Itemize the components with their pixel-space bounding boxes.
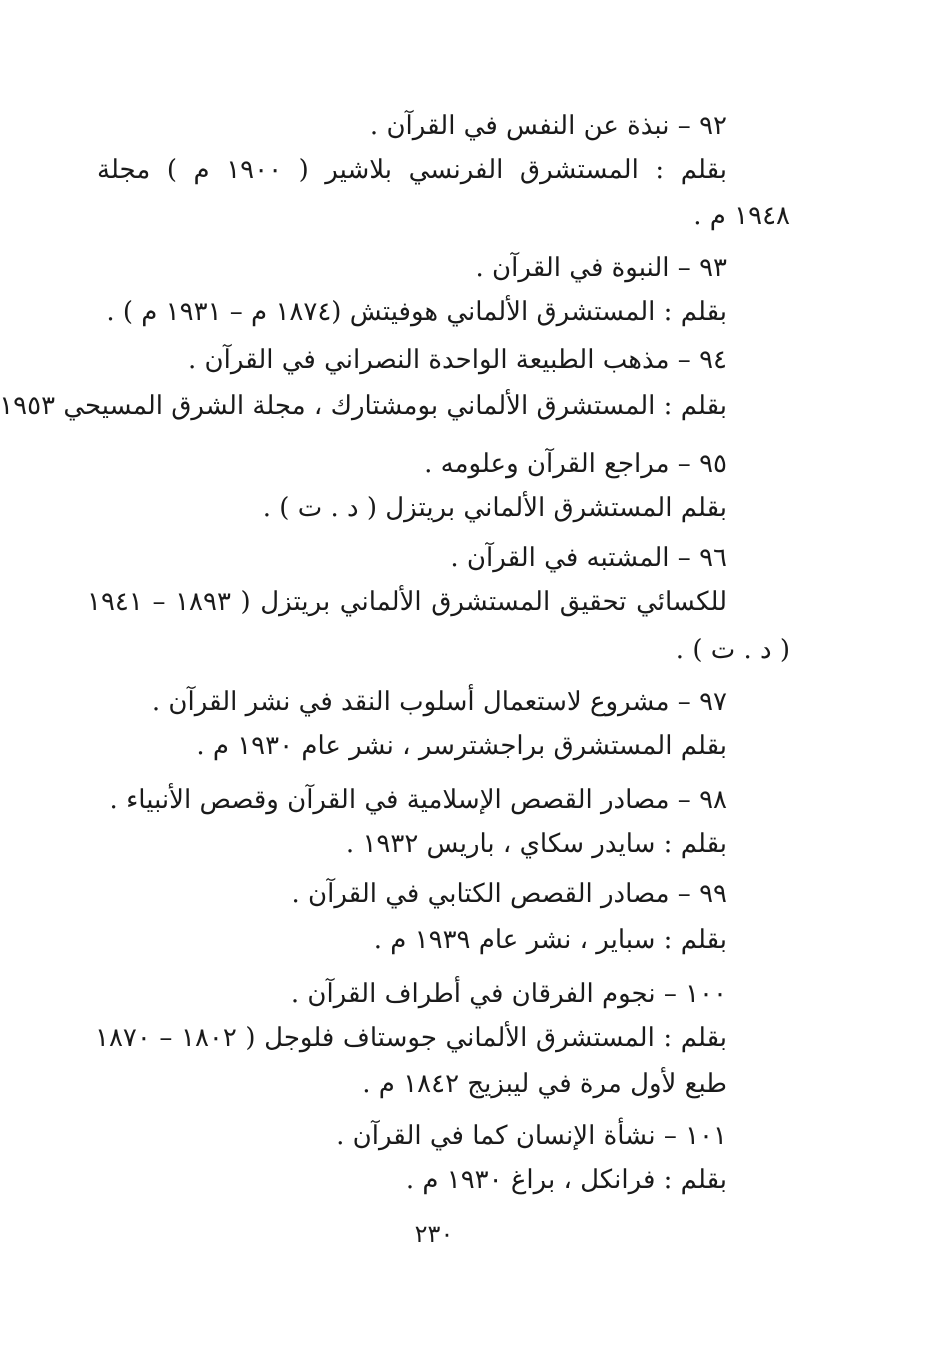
entry-100-author-line: بقلم : المستشرق الألماني جوستاف فلوجل ( ١٨٠٢ – ١٨٧٠ (96, 1023, 728, 1053)
entry-98-author-line: بقلم : سايدر سكاي ، باريس ١٩٣٢ . (346, 829, 728, 859)
entry-93-author-line: بقلم : المستشرق الألماني هوفيتش (١٨٧٤ م – ١٩٣١ م ) . (107, 297, 728, 327)
entry-95-author-line: بقلم المستشرق الألماني بريتزل ( د . ت ) . (263, 493, 728, 523)
entry-100-print-line: طبع لأول مرة في ليبزيج ١٨٤٢ م . (363, 1069, 728, 1099)
entry-98-title: ٩٨ – مصادر القصص الإسلامية في القرآن وقصص الأنبياء . (110, 785, 728, 815)
entry-97-title: ٩٧ – مشروع لاستعمال أسلوب النقد في نشر القرآن . (152, 687, 728, 717)
entry-97-author-line: بقلم المستشرق براجشترسر ، نشر عام ١٩٣٠ م . (197, 731, 728, 761)
entry-100-title: ١٠٠ – نجوم الفرقان في أطراف القرآن . (291, 979, 728, 1009)
entry-96-title: ٩٦ – المشتبه في القرآن . (451, 543, 728, 573)
entry-93-title: ٩٣ – النبوة في القرآن . (476, 253, 728, 283)
entry-94-author-line: بقلم : المستشرق الألماني بومشتارك ، مجلة الشرق المسيحي ١٩٥٣ (0, 391, 728, 421)
entry-99-title: ٩٩ – مصادر القصص الكتابي في القرآن . (292, 879, 728, 909)
entry-92-author-line: بقلم : المستشرق الفرنسي بلاشير ( ١٩٠٠ م ) مجلة (98, 155, 728, 185)
entry-92-title: ٩٢ – نبذة عن النفس في القرآن . (370, 111, 728, 141)
entry-94-title: ٩٤ – مذهب الطبيعة الواحدة النصراني في القرآن . (189, 345, 728, 375)
entry-101-author-line: بقلم : فرانكل ، براغ ١٩٣٠ م . (406, 1165, 728, 1195)
entry-96-author-line-cont: ( د . ت ) . (676, 635, 791, 665)
entry-101-title: ١٠١ – نشأة الإنسان كما في القرآن . (337, 1121, 728, 1151)
entry-96-author-line: للكسائي تحقيق المستشرق الألماني بريتزل ( ١٨٩٣ – ١٩٤١ (88, 587, 728, 617)
entry-99-author-line: بقلم : سباير ، نشر عام ١٩٣٩ م . (374, 925, 728, 955)
entry-95-title: ٩٥ – مراجع القرآن وعلومه . (425, 449, 728, 479)
entry-92-author-line-cont: ١٩٤٨ م . (694, 201, 791, 231)
page-number: ٢٣٠ (415, 1220, 455, 1248)
